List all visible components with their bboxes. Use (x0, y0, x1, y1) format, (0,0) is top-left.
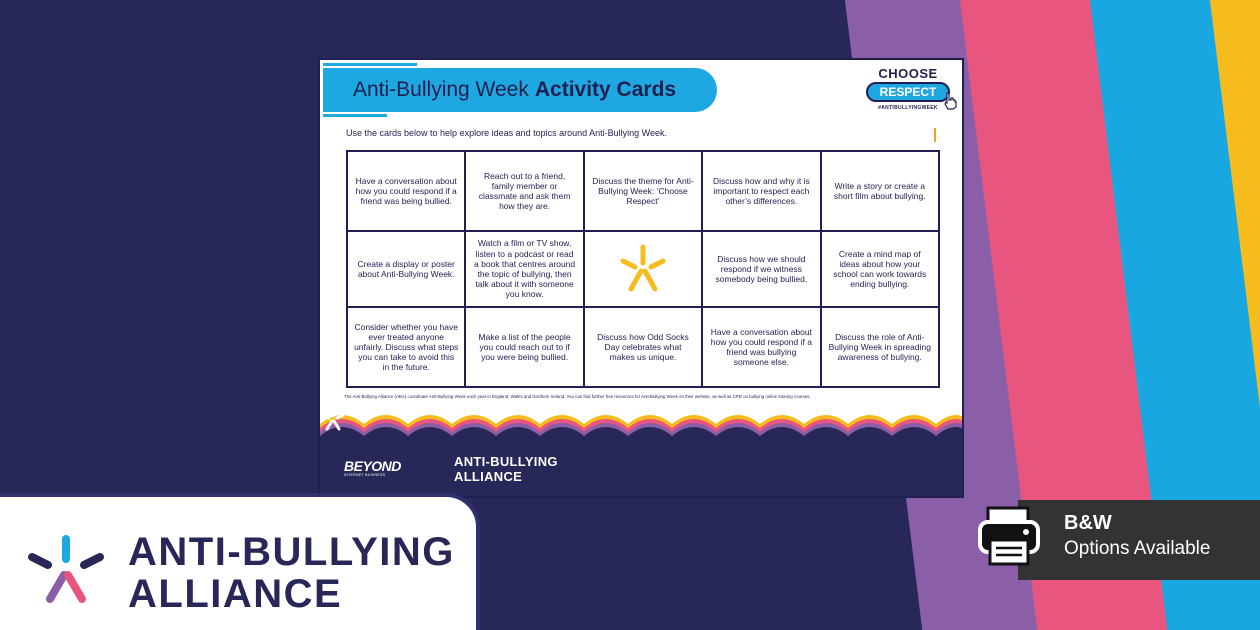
activity-card: Discuss how we should respond if we witness somebody being bullied. (702, 231, 820, 307)
anti-bullying-alliance-star-icon (24, 533, 108, 609)
yellow-star-icon (613, 239, 673, 299)
activity-card: Have a conversation about how you could respond if a friend was bullying someone else. (702, 307, 820, 387)
aba-logo-line2: ALLIANCE (128, 572, 343, 616)
activity-card: Make a list of the people you could reach out to if you were being bullied. (465, 307, 583, 387)
activity-card: Discuss how and why it is important to respect each other’s differences. (702, 151, 820, 231)
activity-card: Create a mind map of ideas about how your school can work towards ending bullying. (821, 231, 939, 307)
beyond-logo-text: BEYOND (344, 458, 401, 474)
bw-title: B&W (1064, 512, 1112, 534)
sheet-title-regular: Anti-Bullying Week (353, 78, 529, 101)
aba-star-icon (320, 406, 346, 432)
title-decor-line (323, 63, 417, 66)
choose-respect-badge (858, 66, 958, 111)
pointer-hand-icon (942, 92, 958, 110)
badge-choose-text: CHOOSE (878, 66, 938, 81)
bw-subtitle: Options Available (1064, 538, 1211, 559)
sheet-footer (320, 406, 962, 496)
aba-logo-panel (0, 493, 480, 630)
activity-cards-sheet-preview[interactable] (320, 60, 962, 496)
badge-respect-pill: RESPECT (866, 82, 950, 102)
aba-footer-line1: ANTI-BULLYING (454, 454, 558, 469)
sheet-footnote: The Anti-Bullying Alliance (ABA) coordinate Anti-Bullying Week each year in England, Wales and Northern Ireland. You can find further free resources for Anti-Bullying Week on their website, as well as CPD on bullying online training courses. (344, 394, 811, 399)
activity-card: Consider whether you have ever treated anyone unfairly. Discuss what steps you can take to avoid this in the future. (347, 307, 465, 387)
activity-card: Create a display or poster about Anti-Bullying Week. (347, 231, 465, 307)
aba-footer-line2: ALLIANCE (454, 469, 523, 484)
sheet-title (323, 68, 717, 112)
sheet-intro-text: Use the cards below to help explore ideas and topics around Anti-Bullying Week. (346, 128, 668, 138)
badge-hashtag-text: #ANTIBULLYINGWEEK (878, 105, 938, 111)
aba-footer-wordmark (454, 454, 558, 484)
orange-accent-mark (934, 128, 936, 142)
aba-logo-line1: ANTI-BULLYING (128, 530, 455, 574)
footer-scallop-wave (320, 406, 962, 496)
activity-card: Watch a film or TV show, listen to a podcast or read a book that centres around the topic of bullying, then talk about it with someone you know. (465, 231, 583, 307)
activity-card: Reach out to a friend, family member or classmate and ask them how they are. (465, 151, 583, 231)
activity-card: Discuss how Odd Socks Day celebrates what makes us unique. (584, 307, 702, 387)
printer-icon (962, 500, 1058, 572)
beyond-logo-subtext: INTERNET BUSINESS (344, 473, 386, 477)
title-decor-underline (323, 114, 387, 117)
activity-card: Discuss the theme for Anti-Bullying Week: ‘Choose Respect’ (584, 151, 702, 231)
activity-card-grid (346, 150, 940, 388)
aba-logo-wordmark (128, 531, 455, 615)
center-star-card (584, 231, 702, 307)
activity-card: Write a story or create a short film about bullying. (821, 151, 939, 231)
activity-card: Have a conversation about how you could respond if a friend was being bullied. (347, 151, 465, 231)
sheet-title-bold: Activity Cards (534, 78, 677, 101)
activity-card: Discuss the role of Anti-Bullying Week in spreading awareness of bullying. (821, 307, 939, 387)
